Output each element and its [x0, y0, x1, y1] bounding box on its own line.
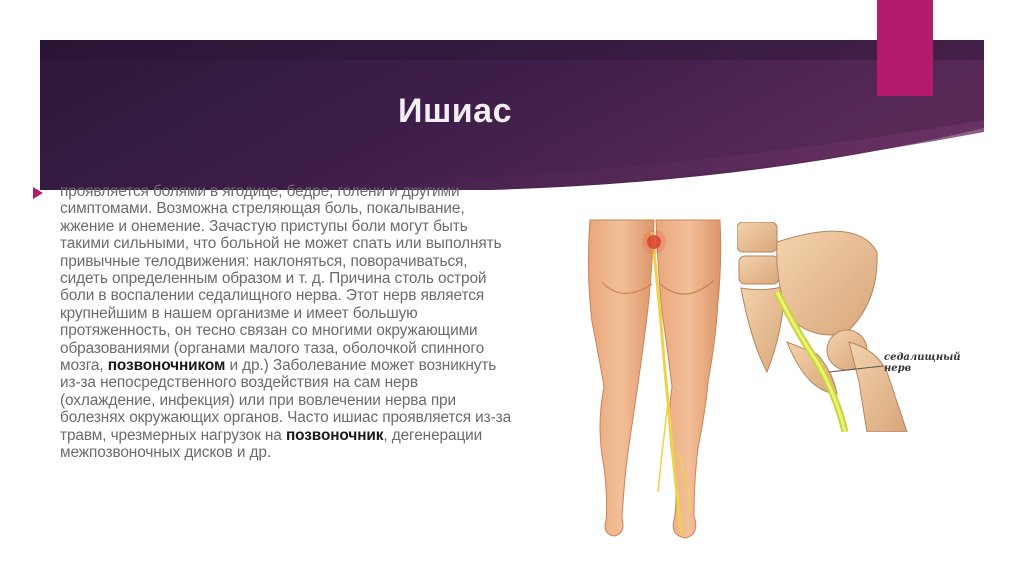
body-text-part-1: проявляется болями в ягодице, бедре, голени и другими симптомами. Возможна стреляющая боль, покалывание, жжение и онемение. Зачастую приступы боли могут быть такими сильными, что больной не может спать или выполнять привычные телодвижения: наклоняться, поворачиваться, сидеть определенным образом и т. д. Причина столь острой боли в воспалении седалищного нерва. Этот нерв является крупнейшим в нашем организме и имеет большую протяженность, он тесно связан со многими окружающими образованиями (органами малого таза, оболочкой спинного мозга,	[60, 183, 502, 375]
body-text-part-2: и др.) Заболевание может возникнуть из-за непосредственного воздействия на сам нерв (охлаждение, инфекция) или при вовлечении нерва при болезнях окружающих органов. Часто ишиас проявляется из-за травм, чрезмерных нагрузок на	[60, 357, 512, 444]
accent-bar	[877, 0, 933, 96]
body-text-bold-1: позвоночником	[107, 357, 226, 375]
legs-illustration	[582, 212, 732, 542]
body-text	[60, 183, 512, 462]
body-text-bold-2: позвоночник	[285, 426, 384, 444]
body-text-part-3: , дегенерации межпозвоночных дисков и др.	[60, 426, 483, 462]
title-banner	[0, 0, 1024, 200]
triangle-bullet-icon	[32, 186, 44, 200]
slide-title: Ишиас	[398, 92, 512, 130]
nerve-label: седалищный нерв	[884, 352, 961, 374]
pelvis-illustration	[737, 222, 967, 432]
